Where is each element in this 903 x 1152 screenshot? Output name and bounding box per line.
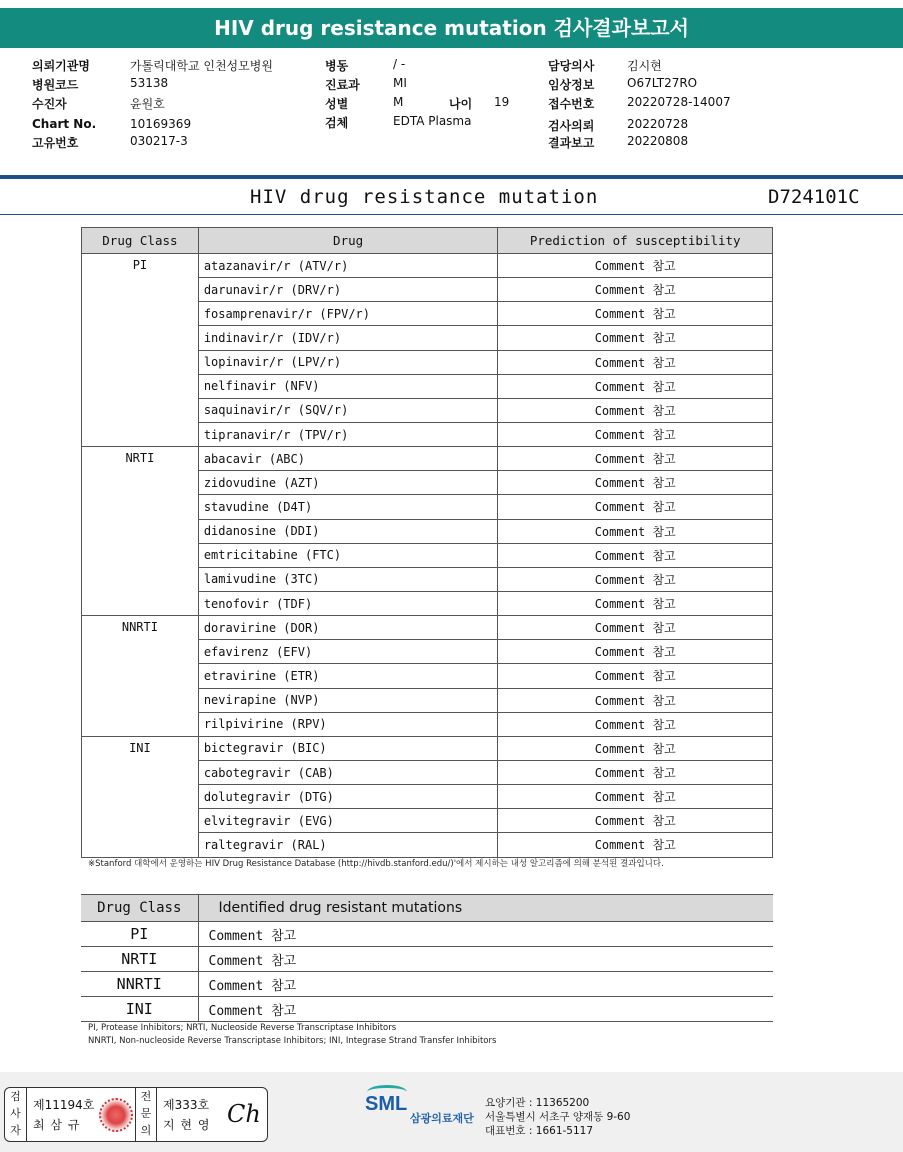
drug-cell: lamivudine (3TC) [198, 567, 498, 591]
result-report-value: 20220808 [627, 134, 689, 148]
specialist-name: 지 현 영 [163, 1118, 211, 1132]
age-value: 19 [494, 95, 510, 109]
ward-label: 병동 [325, 59, 349, 73]
prediction-cell: Comment 참고 [498, 640, 773, 664]
mutation-class: NNRTI [81, 972, 198, 997]
doctor-label: 담당의사 [548, 59, 595, 73]
receipt-label: 접수번호 [548, 97, 595, 111]
signature-icon: Ch [227, 1100, 261, 1128]
patient-label: 수진자 [32, 97, 67, 111]
clinical-value: O67LT27RO [627, 76, 698, 90]
drug-cell: zidovudine (AZT) [198, 471, 498, 495]
susceptibility-table [81, 227, 773, 858]
receipt-value: 20220728-14007 [627, 95, 731, 109]
drug-cell: darunavir/r (DRV/r) [198, 278, 498, 302]
table-row [82, 616, 773, 640]
table-header-row [82, 228, 773, 254]
code-label: 병원코드 [32, 78, 79, 92]
lab-name: 삼광의료재단 [410, 1112, 474, 1125]
hospital-value: 가톨릭대학교 인천성모병원 [130, 59, 273, 73]
drug-cell: rilpivirine (RPV) [198, 712, 498, 736]
prediction-cell: Comment 참고 [498, 809, 773, 833]
prediction-cell: Comment 참고 [498, 471, 773, 495]
table-row [82, 736, 773, 760]
prediction-cell: Comment 참고 [498, 712, 773, 736]
patient-value: 윤원호 [130, 97, 165, 111]
test-name: HIV drug resistance mutation [250, 186, 599, 208]
sex-value: M [393, 95, 404, 109]
ward-value: / - [393, 57, 406, 71]
table-row [82, 447, 773, 471]
abbreviation-line: PI, Protease Inhibitors; NRTI, Nucleoside Reverse Transcriptase Inhibitors [88, 1023, 397, 1033]
mutation-value: Comment 참고 [198, 997, 773, 1022]
report-title: HIV drug resistance mutation 검사결과보고서 [214, 16, 689, 40]
examiner-label: 검사자 [5, 1088, 27, 1141]
drug-class-cell: NNRTI [82, 616, 199, 737]
examiner-name: 최 삼 규 [33, 1118, 81, 1132]
code-value: 53138 [130, 76, 169, 90]
test-code: D724101C [768, 186, 860, 208]
lab-info-line: 서울특별시 서초구 양재동 9-60 [485, 1111, 631, 1123]
table-row [81, 922, 773, 947]
specialist-label: 전문의 [135, 1088, 157, 1141]
prediction-cell: Comment 참고 [498, 664, 773, 688]
lab-info [485, 1096, 630, 1138]
drug-cell: tenofovir (TDF) [198, 591, 498, 615]
mutation-value: Comment 참고 [198, 922, 773, 947]
drug-cell: didanosine (DDI) [198, 519, 498, 543]
prediction-cell: Comment 참고 [498, 591, 773, 615]
drug-cell: doravirine (DOR) [198, 616, 498, 640]
table-row [81, 947, 773, 972]
hospital-label: 의뢰기관명 [32, 59, 90, 73]
mutations-table [81, 894, 773, 1022]
specimen-label: 검체 [325, 116, 349, 130]
table-header-row [81, 895, 773, 922]
header-drug-class: Drug Class [82, 228, 199, 254]
result-report-label: 결과보고 [548, 136, 595, 150]
drug-class-cell: PI [82, 254, 199, 447]
table-row [82, 254, 773, 278]
unique-label: 고유번호 [32, 136, 79, 150]
drug-cell: cabotegravir (CAB) [198, 760, 498, 784]
prediction-cell: Comment 참고 [498, 519, 773, 543]
drug-cell: lopinavir/r (LPV/r) [198, 350, 498, 374]
logo-text: SML [365, 1093, 408, 1115]
dept-value: MI [393, 76, 407, 90]
request-value: 20220728 [627, 117, 689, 131]
prediction-cell: Comment 참고 [498, 447, 773, 471]
drug-cell: indinavir/r (IDV/r) [198, 326, 498, 350]
drug-cell: fosamprenavir/r (FPV/r) [198, 302, 498, 326]
prediction-cell: Comment 참고 [498, 302, 773, 326]
drug-class-cell: NRTI [82, 447, 199, 616]
age-label: 나이 [449, 97, 473, 111]
drug-cell: atazanavir/r (ATV/r) [198, 254, 498, 278]
mutation-class: PI [81, 922, 198, 947]
prediction-cell: Comment 참고 [498, 567, 773, 591]
sex-label: 성별 [325, 97, 349, 111]
chart-value: 10169369 [130, 117, 192, 131]
drug-cell: nelfinavir (NFV) [198, 374, 498, 398]
abbreviations [88, 1022, 496, 1048]
prediction-cell: Comment 참고 [498, 760, 773, 784]
drug-cell: raltegravir (RAL) [198, 833, 498, 857]
drug-cell: nevirapine (NVP) [198, 688, 498, 712]
signature-box [4, 1087, 268, 1142]
header-mutations: Identified drug resistant mutations [198, 895, 773, 922]
prediction-cell: Comment 참고 [498, 616, 773, 640]
prediction-cell: Comment 참고 [498, 350, 773, 374]
specialist-number: 제333호 [163, 1098, 210, 1112]
prediction-cell: Comment 참고 [498, 736, 773, 760]
lab-info-line: 대표번호 : 1661-5117 [485, 1125, 594, 1137]
drug-cell: stavudine (D4T) [198, 495, 498, 519]
mutation-value: Comment 참고 [198, 947, 773, 972]
mutation-value: Comment 참고 [198, 972, 773, 997]
section-divider-thin [0, 214, 903, 215]
drug-cell: etravirine (ETR) [198, 664, 498, 688]
dept-label: 진료과 [325, 78, 360, 92]
mutation-class: INI [81, 997, 198, 1022]
prediction-cell: Comment 참고 [498, 785, 773, 809]
drug-cell: elvitegravir (EVG) [198, 809, 498, 833]
prediction-cell: Comment 참고 [498, 374, 773, 398]
header-prediction: Prediction of susceptibility [498, 228, 773, 254]
prediction-cell: Comment 참고 [498, 398, 773, 422]
drug-cell: emtricitabine (FTC) [198, 543, 498, 567]
abbreviation-line: NNRTI, Non-nucleoside Reverse Transcriptase Inhibitors; INI, Integrase Strand Transfer Inhibitors [88, 1036, 497, 1046]
mutation-class: NRTI [81, 947, 198, 972]
seal-stamp-icon [99, 1098, 133, 1132]
drug-cell: saquinavir/r (SQV/r) [198, 398, 498, 422]
prediction-cell: Comment 참고 [498, 688, 773, 712]
prediction-cell: Comment 참고 [498, 254, 773, 278]
unique-value: 030217-3 [130, 134, 188, 148]
prediction-cell: Comment 참고 [498, 278, 773, 302]
specimen-value: EDTA Plasma [393, 114, 472, 128]
header-drug-class: Drug Class [81, 895, 198, 922]
request-label: 검사의뢰 [548, 119, 595, 133]
clinical-label: 임상정보 [548, 78, 595, 92]
header-drug: Drug [198, 228, 498, 254]
algorithm-footnote: ※Stanford 대학에서 운영하는 HIV Drug Resistance Database (http://hivdb.stanford.edu/)'에서 제시하는 내성 알고리즘에 의해 분석된 결과입니다. [88, 859, 664, 869]
drug-class-cell: INI [82, 736, 199, 857]
prediction-cell: Comment 참고 [498, 833, 773, 857]
drug-cell: efavirenz (EFV) [198, 640, 498, 664]
lab-info-line: 요양기관 : 11365200 [485, 1097, 590, 1109]
drug-cell: dolutegravir (DTG) [198, 785, 498, 809]
doctor-value: 김시현 [627, 59, 662, 73]
table-row [81, 972, 773, 997]
chart-label: Chart No. [32, 117, 97, 131]
drug-cell: bictegravir (BIC) [198, 736, 498, 760]
prediction-cell: Comment 참고 [498, 326, 773, 350]
examiner-number: 제11194호 [33, 1098, 95, 1112]
section-divider-thick [0, 175, 903, 179]
drug-cell: tipranavir/r (TPV/r) [198, 422, 498, 446]
report-title-bar [0, 8, 903, 48]
prediction-cell: Comment 참고 [498, 543, 773, 567]
prediction-cell: Comment 참고 [498, 495, 773, 519]
patient-info [0, 55, 903, 155]
table-row [81, 997, 773, 1022]
drug-cell: abacavir (ABC) [198, 447, 498, 471]
prediction-cell: Comment 참고 [498, 422, 773, 446]
